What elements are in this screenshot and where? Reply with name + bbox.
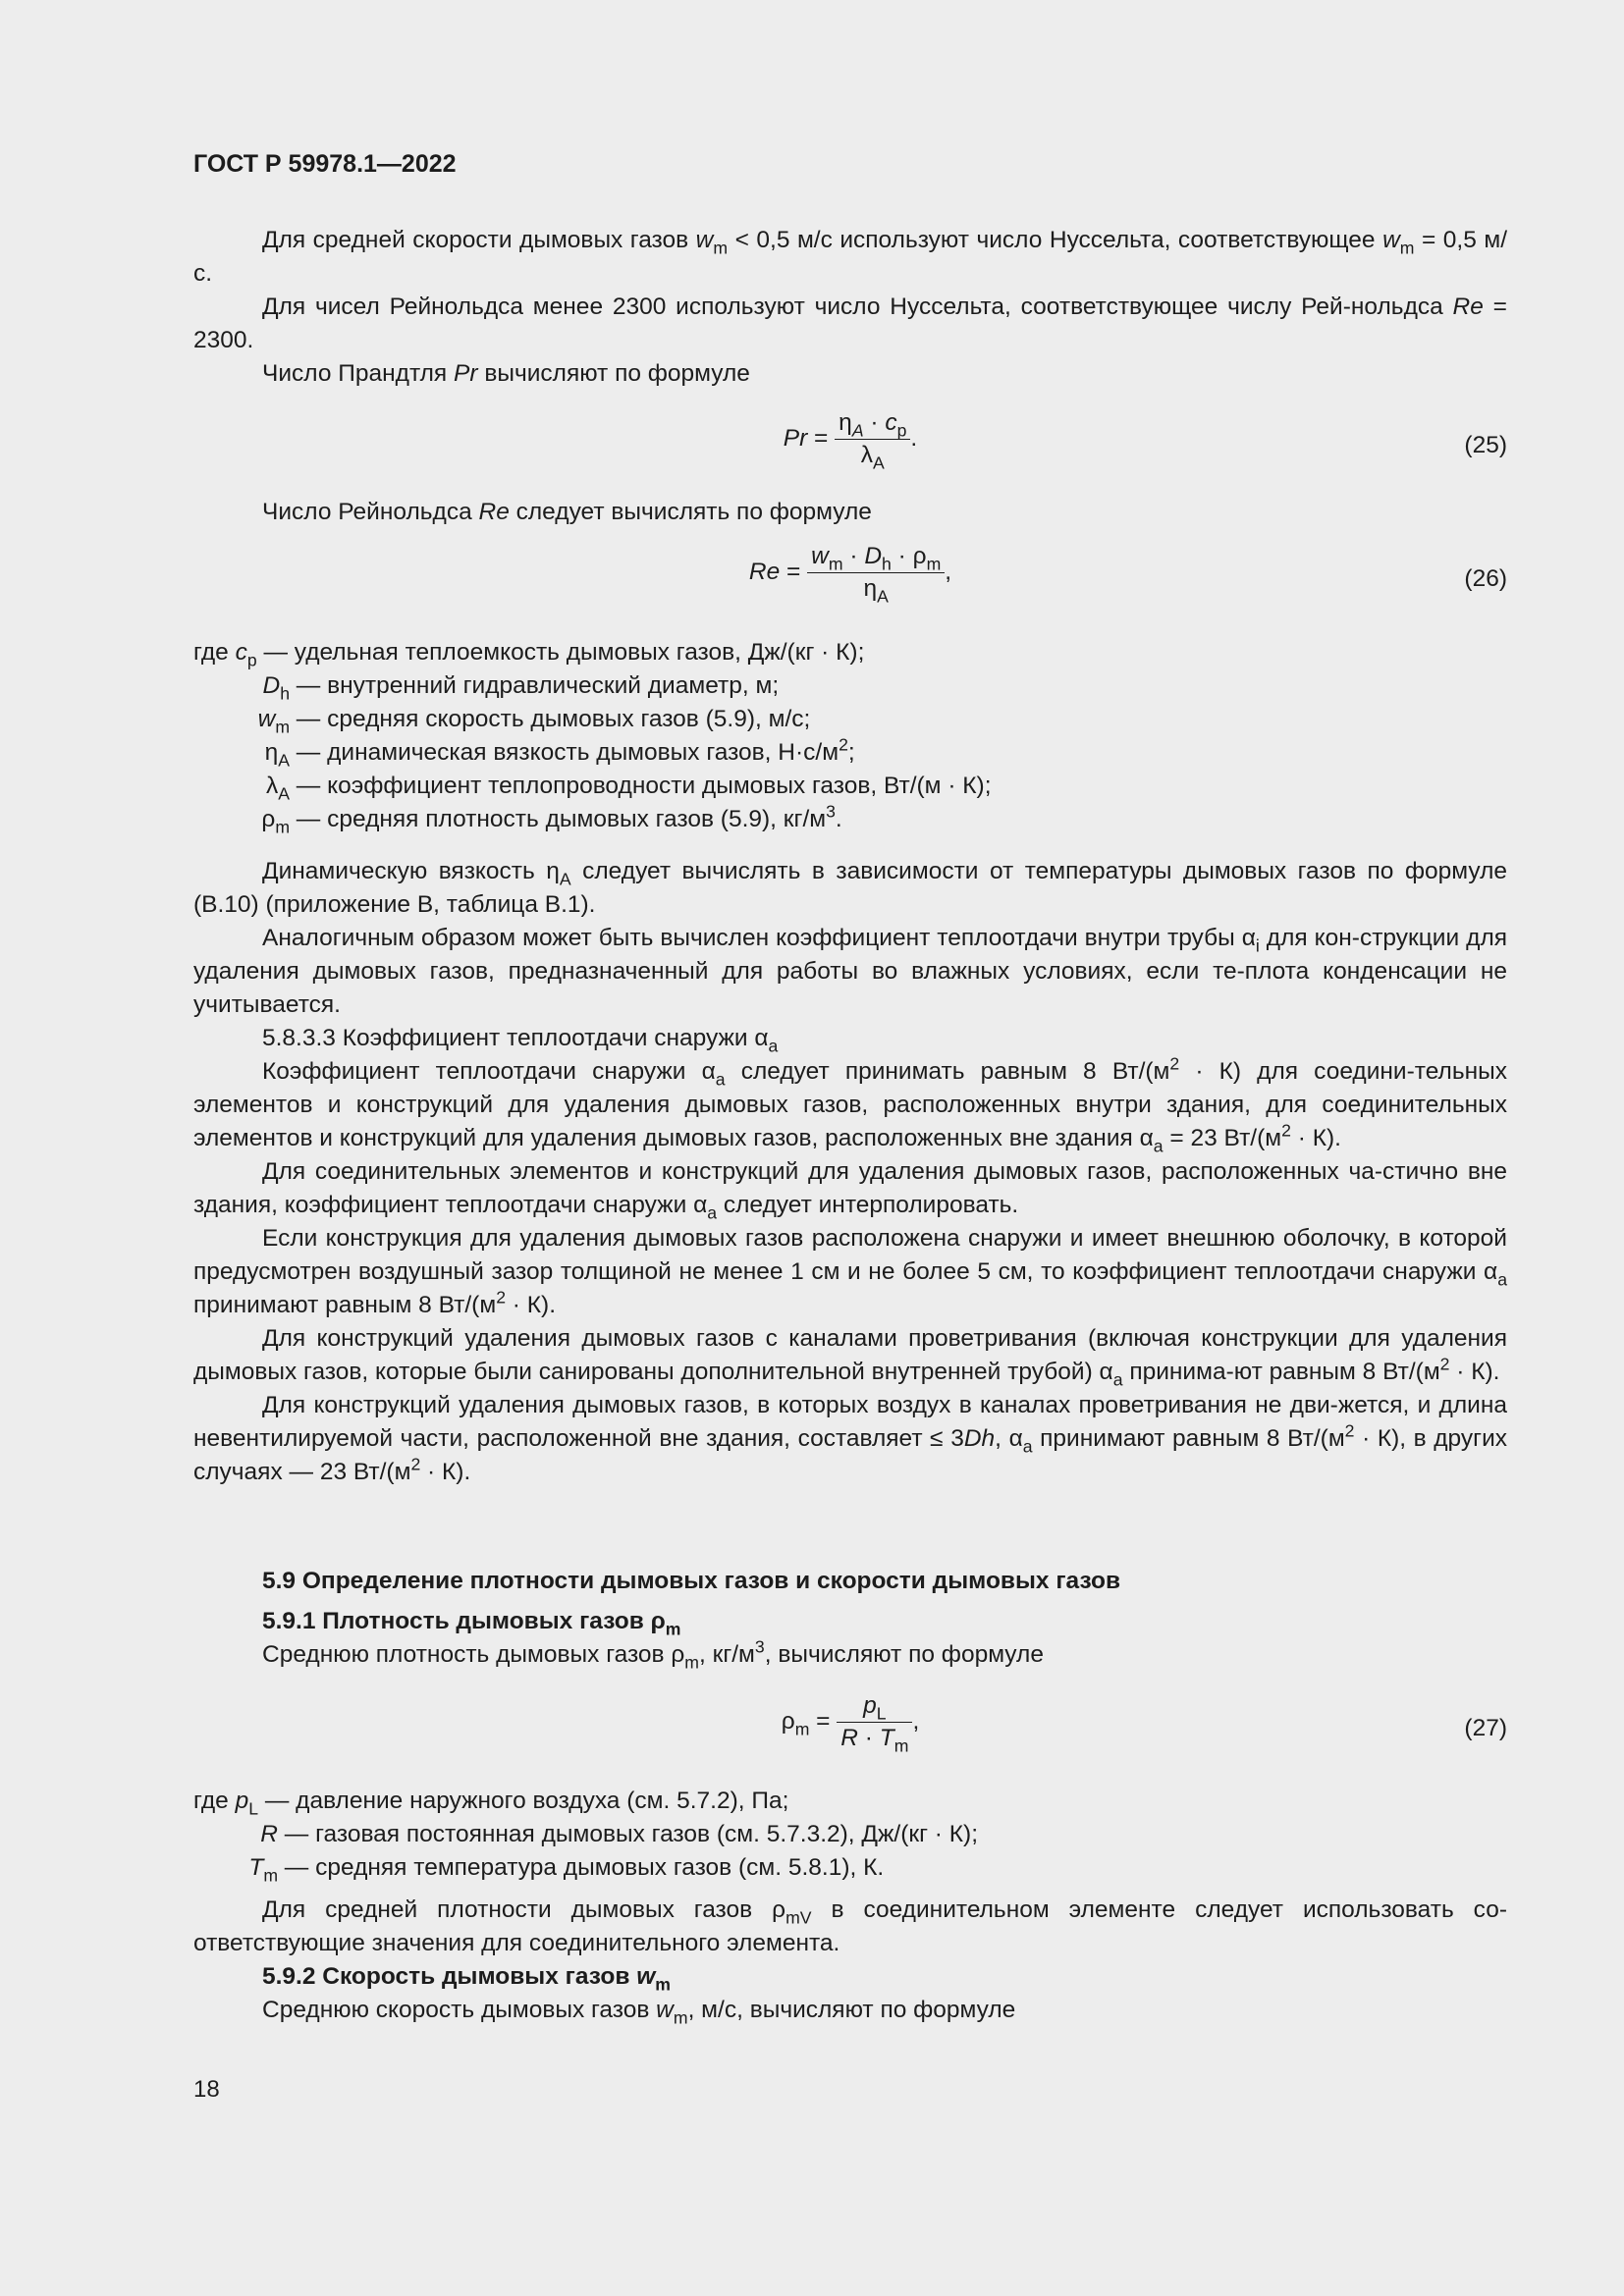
paragraph-outer-coefficient: Коэффициент теплоотдачи снаружи $\alpha_a$ следует принимать равным 8 $Вт/(м^2 \cdot К)$ для соедини-тельных элементов и конструкций для удаления дымовых газов, расположенных внутри здания, для соединительных элементов и конструкций для удаления дымовых газов, расположенных вне здания $\alpha_a = 23$ $Вт/(м^2 \cdot К)$. bbox=[193, 1053, 1507, 1156]
definitions-list-1 bbox=[193, 636, 1507, 836]
section-reynolds-intro bbox=[193, 496, 1507, 529]
definition-lambda: $\lambda_A$ — коэффициент теплопроводности дымовых газов, Вт/(м · К); bbox=[265, 773, 992, 804]
definition-pl: где $p_L$ — давление наружного воздуха (см. 5.7.2), Па; bbox=[193, 1788, 789, 1819]
paragraph-inner-coefficient: Аналогичным образом может быть вычислен коэффициент теплоотдачи внутри трубы $\alpha_i$ для кон-струкции для удаления дымовых газов, предназначенный для работы во влажных условиях, если те-плота конденсации не учитывается. bbox=[193, 925, 1508, 1018]
section-5-9 bbox=[193, 1565, 1507, 1672]
heading-5-9-1: 5.9.1 Плотность дымовых газов $\rho_m$ bbox=[262, 1608, 681, 1639]
equation-26 bbox=[193, 542, 1507, 618]
heading-5-9: 5.9 Определение плотности дымовых газов и скорости дымовых газов bbox=[262, 1568, 1121, 1594]
definition-dh: $D_h$ — внутренний гидравлический диаметр, м; bbox=[262, 672, 780, 704]
definition-wm: $w_m$ — средняя скорость дымовых газов (5.9), м/с; bbox=[257, 706, 811, 737]
paragraph-velocity-intro: Среднюю скорость дымовых газов $w_m$, м/с, вычисляют по формуле bbox=[262, 1997, 1016, 2028]
definition-tm: $T_m$ — средняя температура дымовых газов (см. 5.8.1), К. bbox=[248, 1854, 885, 1886]
paragraph-interpolation: Для соединительных элементов и конструкций для удаления дымовых газов, расположенных ча-стично вне здания, коэффициент теплоотдачи снаружи $\alpha_a$ следует интерполировать. bbox=[193, 1158, 1507, 1223]
section-nusselt-prandtl bbox=[193, 224, 1507, 391]
paragraph-reynolds-intro: Число Рейнольдса Re следует вычислять по формуле bbox=[262, 499, 872, 525]
paragraph-velocity-limit: Для средней скорости дымовых газов $w_m < 0,5$ м/с используют число Нуссельта, соответствующее $w_m = 0,5$ м/с. bbox=[193, 227, 1508, 287]
equation-number-25: (25) bbox=[1464, 432, 1507, 458]
section-heat-transfer bbox=[193, 855, 1507, 1489]
equation-number-26: (26) bbox=[1464, 565, 1507, 592]
paragraph-dynamic-viscosity: Динамическую вязкость $\eta_A$ следует вычислять в зависимости от температуры дымовых газов по формуле (В.10) (приложение В, таблица В.1). bbox=[193, 858, 1507, 918]
definition-eta: $\eta_A$ — динамическая вязкость дымовых газов, $Н\cdot с/м^2$; bbox=[264, 734, 855, 771]
definition-r: R — газовая постоянная дымовых газов (см. 5.7.3.2), Дж/(кг · К); bbox=[260, 1821, 979, 1847]
paragraph-non-ventilated: Для конструкций удаления дымовых газов, в которых воздух в каналах проветривания не дви-жется, и длина невентилируемой части, расположенной вне здания, составляет ≤ 3Dh, $\alpha_a$ принимают равным 8 $Вт/(м^2 \cdot К)$, в других случаях — 23 $Вт/(м^2 \cdot К)$. bbox=[193, 1392, 1508, 1485]
page-number: 18 bbox=[193, 2076, 220, 2103]
definition-cp: где $c_p$ — удельная теплоемкость дымовых газов, Дж/(кг · К); bbox=[193, 639, 865, 670]
document-header: ГОСТ Р 59978.1—2022 bbox=[193, 150, 457, 178]
paragraph-density-intro: Среднюю плотность дымовых газов $\rho_m$, $кг/м^3$, вычисляют по формуле bbox=[262, 1636, 1044, 1673]
equation-27 bbox=[193, 1691, 1507, 1768]
reynolds-formula: Re = $\frac{w_m \cdot D_h \cdot \rho_m}{\eta_A}$ , bbox=[748, 543, 952, 607]
density-formula: $\rho_m$ = $\frac{p_L}{R \cdot T_m}$ , bbox=[781, 1692, 920, 1756]
paragraph-connector-density: Для средней плотности дымовых газов $\rho_{mV}$ в соединительном элементе следует использовать со-ответствующие значения для соединительного элемента. bbox=[193, 1896, 1507, 1956]
equation-number-27: (27) bbox=[1464, 1715, 1507, 1741]
equation-25 bbox=[193, 408, 1507, 485]
prandtl-formula: Pr = $\frac{\eta_A \cdot c_p}{\lambda_A}$ . bbox=[783, 409, 918, 473]
paragraph-outer-shell: Если конструкция для удаления дымовых газов расположена снаружи и имеет внешнюю оболочку, в которой предусмотрен воздушный зазор толщиной не менее 1 см и не более 5 см, то коэффициент теплоотдачи снаружи $\alpha_a$ принимают равным 8 $Вт/(м^2 \cdot К)$. bbox=[193, 1225, 1507, 1318]
paragraph-reynolds-limit: Для чисел Рейнольдса менее 2300 используют число Нуссельта, соответствующее числу Рей-нольдса Re = 2300. bbox=[193, 294, 1507, 353]
paragraph-ventilation-channels: Для конструкций удаления дымовых газов с каналами проветривания (включая конструкции для удаления дымовых газов, которые были санированы дополнительной внутренней трубой) $\alpha_a$ принима-ют равным 8 $Вт/(м^2 \cdot К)$. bbox=[193, 1325, 1507, 1390]
definition-rho: $\rho_m$ — средняя плотность дымовых газов (5.9), $кг/м^3$. bbox=[261, 801, 842, 837]
clause-5-8-3-3: 5.8.3.3 Коэффициент теплоотдачи снаружи $\alpha_a$ bbox=[262, 1025, 779, 1056]
paragraph-prandtl-intro: Число Прандтля Pr вычисляют по формуле bbox=[262, 360, 750, 387]
definitions-list-2 bbox=[193, 1785, 1507, 1885]
heading-5-9-2: 5.9.2 Скорость дымовых газов $w_m$ bbox=[262, 1963, 671, 1995]
section-5-9-2 bbox=[193, 1894, 1507, 2027]
